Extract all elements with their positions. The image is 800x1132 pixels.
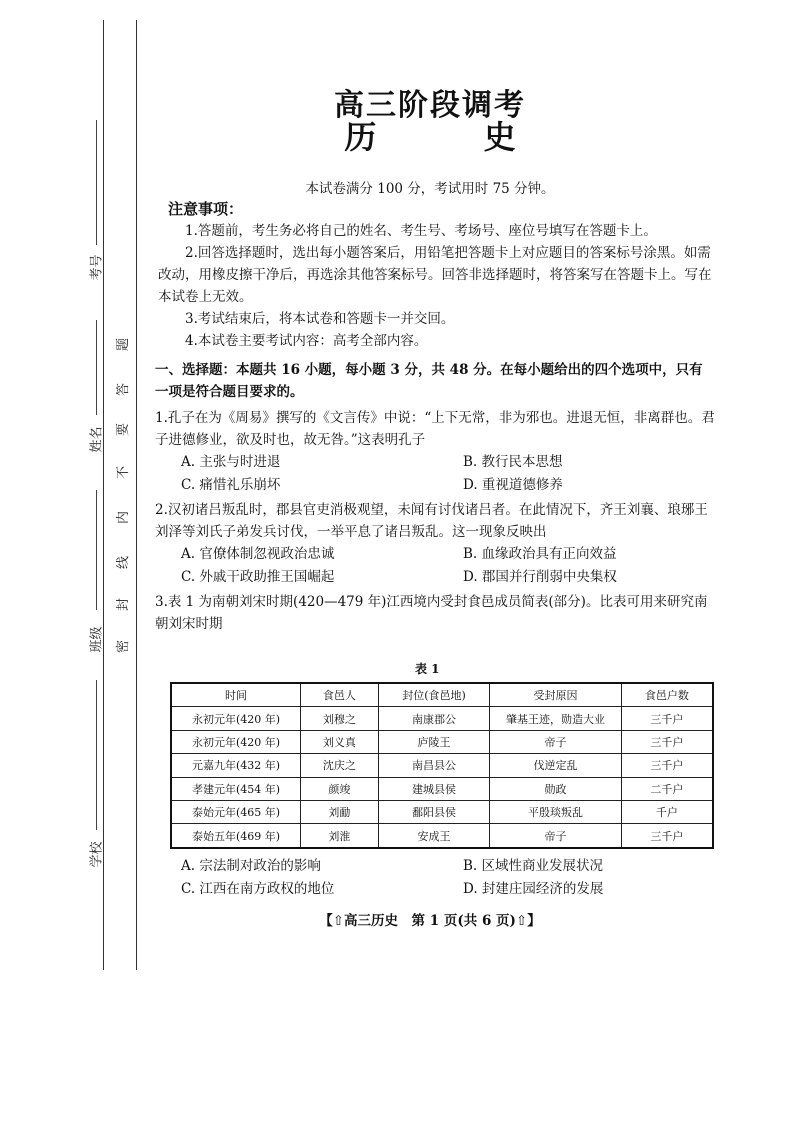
table-cell: 永初元年(420 年)	[171, 730, 301, 753]
table-cell: 永初元年(420 年)	[171, 707, 301, 730]
question-3	[155, 591, 715, 635]
notice-item: 1.答题前，考生务必将自己的姓名、考生号、考场号、座位号填写在答题卡上。	[185, 223, 657, 239]
table-header: 受封原因	[490, 683, 622, 707]
question-1	[155, 407, 715, 497]
table-cell: 南康郡公	[378, 707, 490, 730]
table-cell: 伐逆定乱	[490, 754, 622, 777]
table-row	[171, 800, 713, 823]
question-stem: 3.表 1 为南朝刘宋时期(420—479 年)江西境内受封食邑成员简表(部分)。比表可用来研究南朝刘宋时期	[155, 594, 708, 632]
table-caption: 表 1	[415, 662, 440, 676]
table-cell: 刘义真	[301, 730, 379, 753]
table-row	[171, 824, 713, 848]
question-stem: 1.孔子在为《周易》撰写的《文言传》中说：“上下无常，非为邪也。进退无恒，非离群也。君子进德修业，欲及时也，故无咎。”这表明孔子	[155, 410, 715, 448]
table-cell: 刘淮	[301, 824, 379, 848]
option-d: D. 重视道德修养	[463, 477, 563, 493]
option-c: C. 江西在南方政权的地位	[181, 881, 335, 897]
table-row	[171, 730, 713, 753]
questions-block	[155, 359, 715, 635]
options	[155, 451, 715, 497]
binding-line-inner	[136, 20, 137, 970]
option-a: A. 宗法制对政治的影响	[181, 858, 321, 874]
table-cell: 三千户	[621, 824, 713, 848]
notice-item: 4.本试卷主要考试内容：高考全部内容。	[185, 333, 428, 349]
table-cell: 安成王	[378, 824, 490, 848]
table-row	[171, 754, 713, 777]
table-cell: 建城县侯	[378, 777, 490, 800]
table-cell: 勋政	[490, 777, 622, 800]
table-cell: 三千户	[621, 730, 713, 753]
field-class-line	[96, 490, 97, 610]
table-cell: 三千户	[621, 707, 713, 730]
option-d: D. 封建庄园经济的发展	[463, 881, 604, 897]
fief-table	[170, 682, 714, 849]
notice-item: 2.回答选择题时，选出每小题答案后，用铅笔把答题卡上对应题目的答案标号涂黑。如需改动，用橡皮擦干净后，再选涂其他答案标号。回答非选择题时，将答案写在答题卡上。写在本试卷上无效。	[158, 245, 712, 305]
question-3-options	[155, 855, 715, 901]
field-exam-number-label: 考号	[89, 254, 105, 281]
table-cell: 泰始五年(469 年)	[171, 824, 301, 848]
table-header: 封位(食邑地)	[378, 683, 490, 707]
table-cell: 孝建元年(454 年)	[171, 777, 301, 800]
table-row	[171, 707, 713, 730]
section-heading: 一、选择题：本题共 16 小题，每小题 3 分，共 48 分。在每小题给出的四个选项中，只有一项是符合题目要求的。	[155, 362, 703, 400]
table-cell: 庐陵王	[378, 730, 490, 753]
page-footer: 【⇧高三历史 第 1 页(共 6 页)⇧】	[319, 913, 541, 929]
table-cell: 颜竣	[301, 777, 379, 800]
table-cell: 沈庆之	[301, 754, 379, 777]
option-a: A. 主张与时进退	[181, 454, 281, 470]
table-cell: 帝子	[490, 730, 622, 753]
option-b: B. 区域性商业发展状况	[463, 858, 604, 874]
table-cell: 刘勔	[301, 800, 379, 823]
table-header-row	[171, 683, 713, 707]
option-b: B. 教行民本思想	[463, 454, 563, 470]
binding-line-outer	[103, 20, 104, 970]
field-class-label: 班级	[89, 626, 105, 653]
table-cell: 泰始元年(465 年)	[171, 800, 301, 823]
table-row	[171, 777, 713, 800]
field-name-line	[96, 320, 97, 415]
table-cell: 元嘉九年(432 年)	[171, 754, 301, 777]
question-stem: 2.汉初诸吕叛乱时，郡县官吏消极观望，未闻有讨伐诸吕者。在此情况下，齐王刘襄、琅琊王刘泽等刘氏子弟发兵讨伐，一举平息了诸吕叛乱。这一现象反映出	[155, 502, 708, 540]
options	[155, 855, 715, 901]
seal-char: 密	[116, 639, 132, 654]
subject-title: 历 史	[344, 118, 564, 156]
table-cell: 帝子	[490, 824, 622, 848]
notice-block	[158, 198, 718, 352]
seal-char: 封	[116, 597, 132, 612]
exam-info: 本试卷满分 100 分，考试用时 75 分钟。	[305, 181, 555, 197]
seal-char: 线	[116, 555, 132, 570]
seal-char: 题	[116, 337, 132, 352]
table-header: 食邑户数	[621, 683, 713, 707]
table-cell: 刘穆之	[301, 707, 379, 730]
table-cell: 千户	[621, 800, 713, 823]
table-cell: 鄱阳县侯	[378, 800, 490, 823]
question-2	[155, 499, 715, 589]
field-school-label: 学校	[89, 841, 105, 868]
option-a: A. 官僚体制忽视政治忠诚	[181, 546, 335, 562]
option-d: D. 郡国并行削弱中央集权	[463, 569, 617, 585]
table-header: 时间	[171, 683, 301, 707]
field-name-label: 姓名	[89, 426, 105, 453]
seal-char: 答	[116, 382, 132, 397]
options	[155, 543, 715, 589]
option-b: B. 血缘政治具有正向效益	[463, 546, 617, 562]
table-cell: 三千户	[621, 754, 713, 777]
notice-heading: 注意事项：	[168, 200, 244, 218]
exam-title: 高三阶段调考	[334, 88, 526, 123]
table-cell: 二千户	[621, 777, 713, 800]
table-header: 食邑人	[301, 683, 379, 707]
table-cell: 肇基王迹，勋造大业	[490, 707, 622, 730]
table-cell: 南昌县公	[378, 754, 490, 777]
seal-char: 内	[116, 510, 132, 525]
option-c: C. 痛惜礼乐崩坏	[181, 477, 281, 493]
notice-item: 3.考试结束后，将本试卷和答题卡一并交回。	[185, 311, 455, 327]
seal-char: 要	[116, 422, 132, 437]
option-c: C. 外戚干政助推王国崛起	[181, 569, 335, 585]
table-cell: 平殷琰叛乱	[490, 800, 622, 823]
seal-char: 不	[116, 465, 132, 480]
field-school-line	[96, 680, 97, 830]
